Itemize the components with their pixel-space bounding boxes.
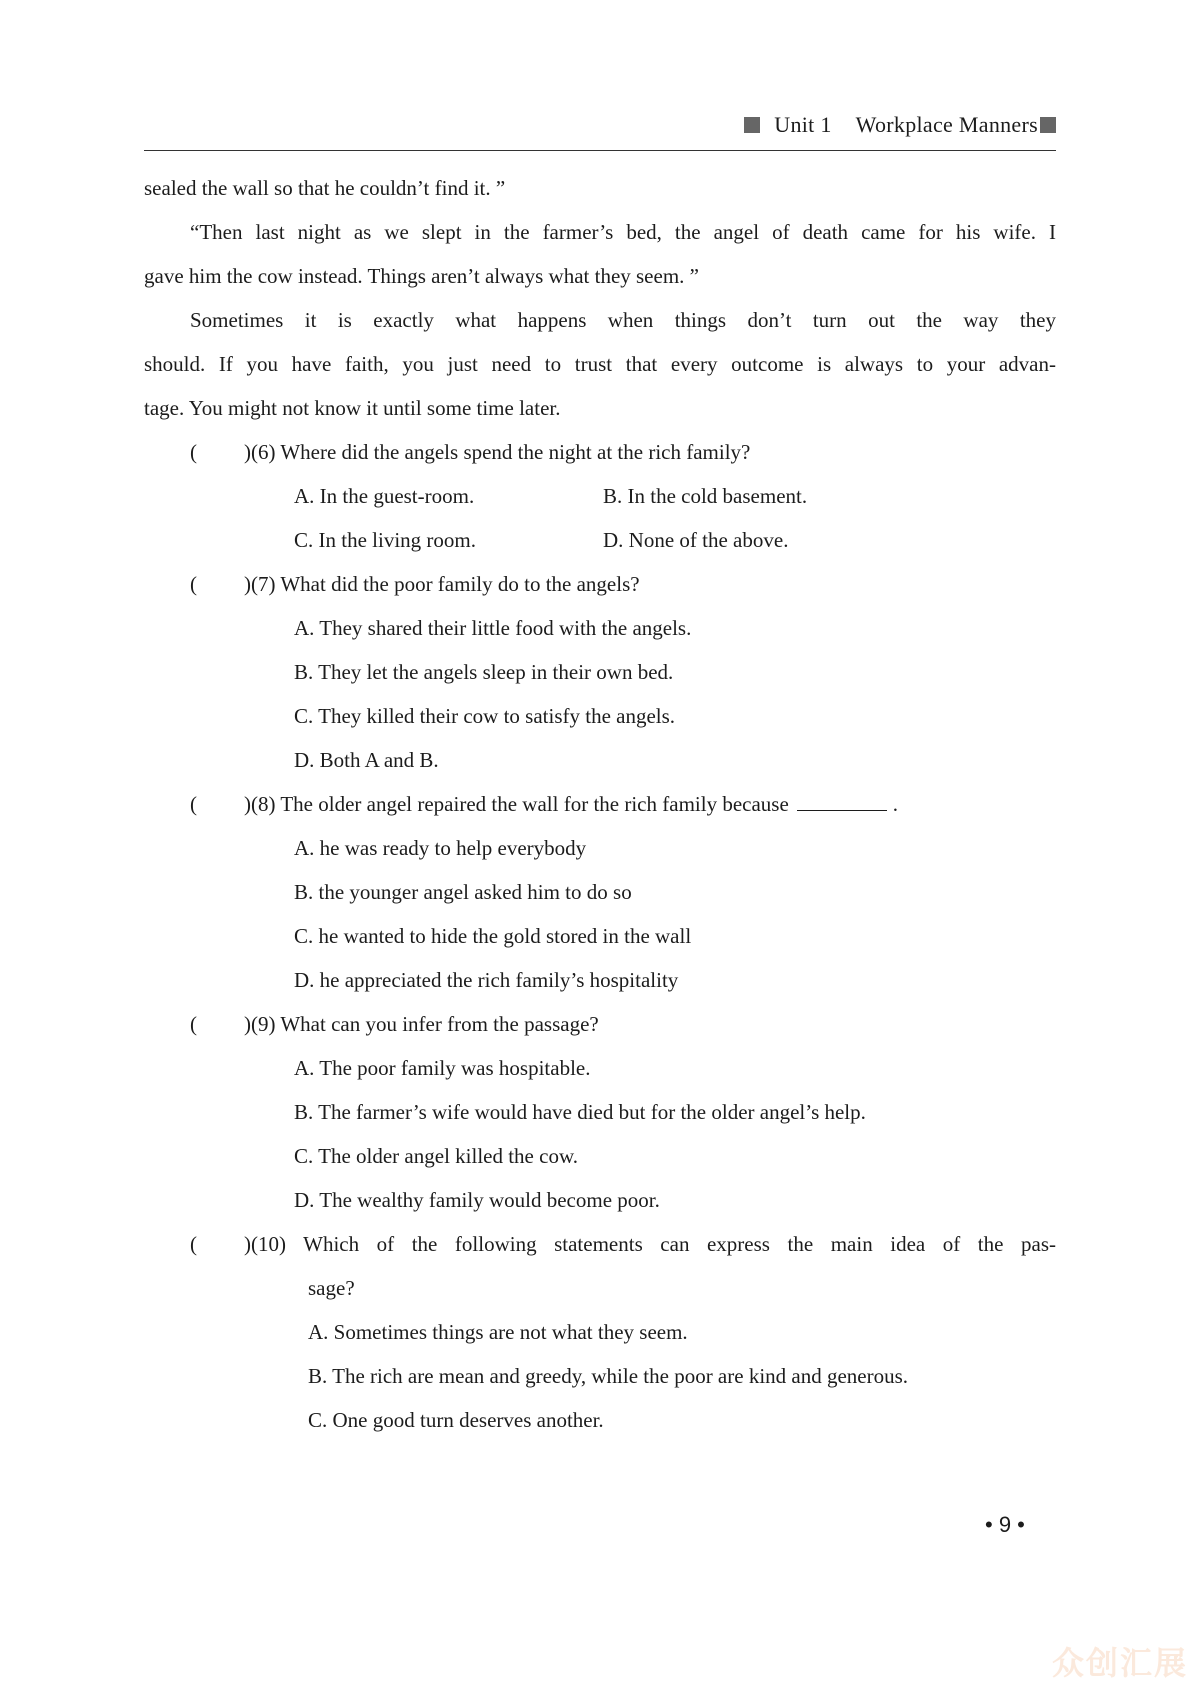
watermark-logo: 众创汇展 — [1052, 1644, 1189, 1682]
option-a: A. In the guest-room. — [294, 484, 475, 508]
question-stem: )(10) Which of the following statements can express the main idea of the pas- — [244, 1232, 1056, 1256]
header-unit: Unit 1 — [774, 112, 832, 137]
passage-line: Sometimes it is exactly what happens when things don’t turn out the way they — [190, 308, 1056, 332]
question-stem-continued: sage? — [308, 1276, 355, 1300]
option-d: D. he appreciated the rich family’s hospitality — [294, 968, 679, 992]
answer-blank[interactable] — [797, 792, 887, 811]
answer-paren[interactable]: ( — [190, 440, 197, 464]
square-bullet-icon — [744, 117, 760, 133]
answer-paren[interactable]: ( — [190, 572, 197, 596]
option-b: B. They let the angels sleep in their own bed. — [294, 660, 674, 684]
passage-line: sealed the wall so that he couldn’t find it. ” — [144, 176, 506, 200]
header-title-block — [744, 112, 1056, 138]
option-b: B. The farmer’s wife would have died but for the older angel’s help. — [294, 1100, 866, 1124]
passage-line: should. If you have faith, you just need to trust that every outcome is always to your advan- — [144, 352, 1056, 376]
passage-line: tage. You might not know it until some time later. — [144, 396, 561, 420]
question-stem: )(6) Where did the angels spend the night at the rich family? — [244, 440, 751, 464]
option-a: A. They shared their little food with the angels. — [294, 616, 692, 640]
running-header — [144, 108, 1056, 151]
passage-line: gave him the cow instead. Things aren’t always what they seem. ” — [144, 264, 699, 288]
option-d: D. Both A and B. — [294, 748, 439, 772]
header-title: Workplace Manners — [855, 112, 1038, 137]
answer-paren[interactable]: ( — [190, 1232, 197, 1256]
question-stem: )(7) What did the poor family do to the angels? — [244, 572, 640, 596]
square-bullet-icon — [1040, 117, 1056, 133]
option-a: A. The poor family was hospitable. — [294, 1056, 591, 1080]
option-b: B. the younger angel asked him to do so — [294, 880, 632, 904]
question-stem: )(9) What can you infer from the passage? — [244, 1012, 599, 1036]
option-b: B. The rich are mean and greedy, while the poor are kind and generous. — [308, 1364, 909, 1388]
option-c: C. he wanted to hide the gold stored in the wall — [294, 924, 692, 948]
option-c: C. In the living room. — [294, 528, 476, 552]
answer-paren[interactable]: ( — [190, 792, 197, 816]
passage-line: “Then last night as we slept in the farmer’s bed, the angel of death came for his wife. I — [190, 220, 1056, 244]
option-d: D. None of the above. — [603, 528, 789, 552]
option-a: A. he was ready to help everybody — [294, 836, 587, 860]
answer-paren[interactable]: ( — [190, 1012, 197, 1036]
page-number: • 9 • — [985, 1512, 1025, 1537]
option-c: C. They killed their cow to satisfy the angels. — [294, 704, 676, 728]
option-c: C. The older angel killed the cow. — [294, 1144, 579, 1168]
question-stem: )(8) The older angel repaired the wall for the rich family because — [244, 792, 789, 816]
option-a: A. Sometimes things are not what they seem. — [308, 1320, 688, 1344]
option-b: B. In the cold basement. — [603, 484, 808, 508]
option-c: C. One good turn deserves another. — [308, 1408, 604, 1432]
question-end: . — [892, 792, 899, 816]
option-d: D. The wealthy family would become poor. — [294, 1188, 660, 1212]
